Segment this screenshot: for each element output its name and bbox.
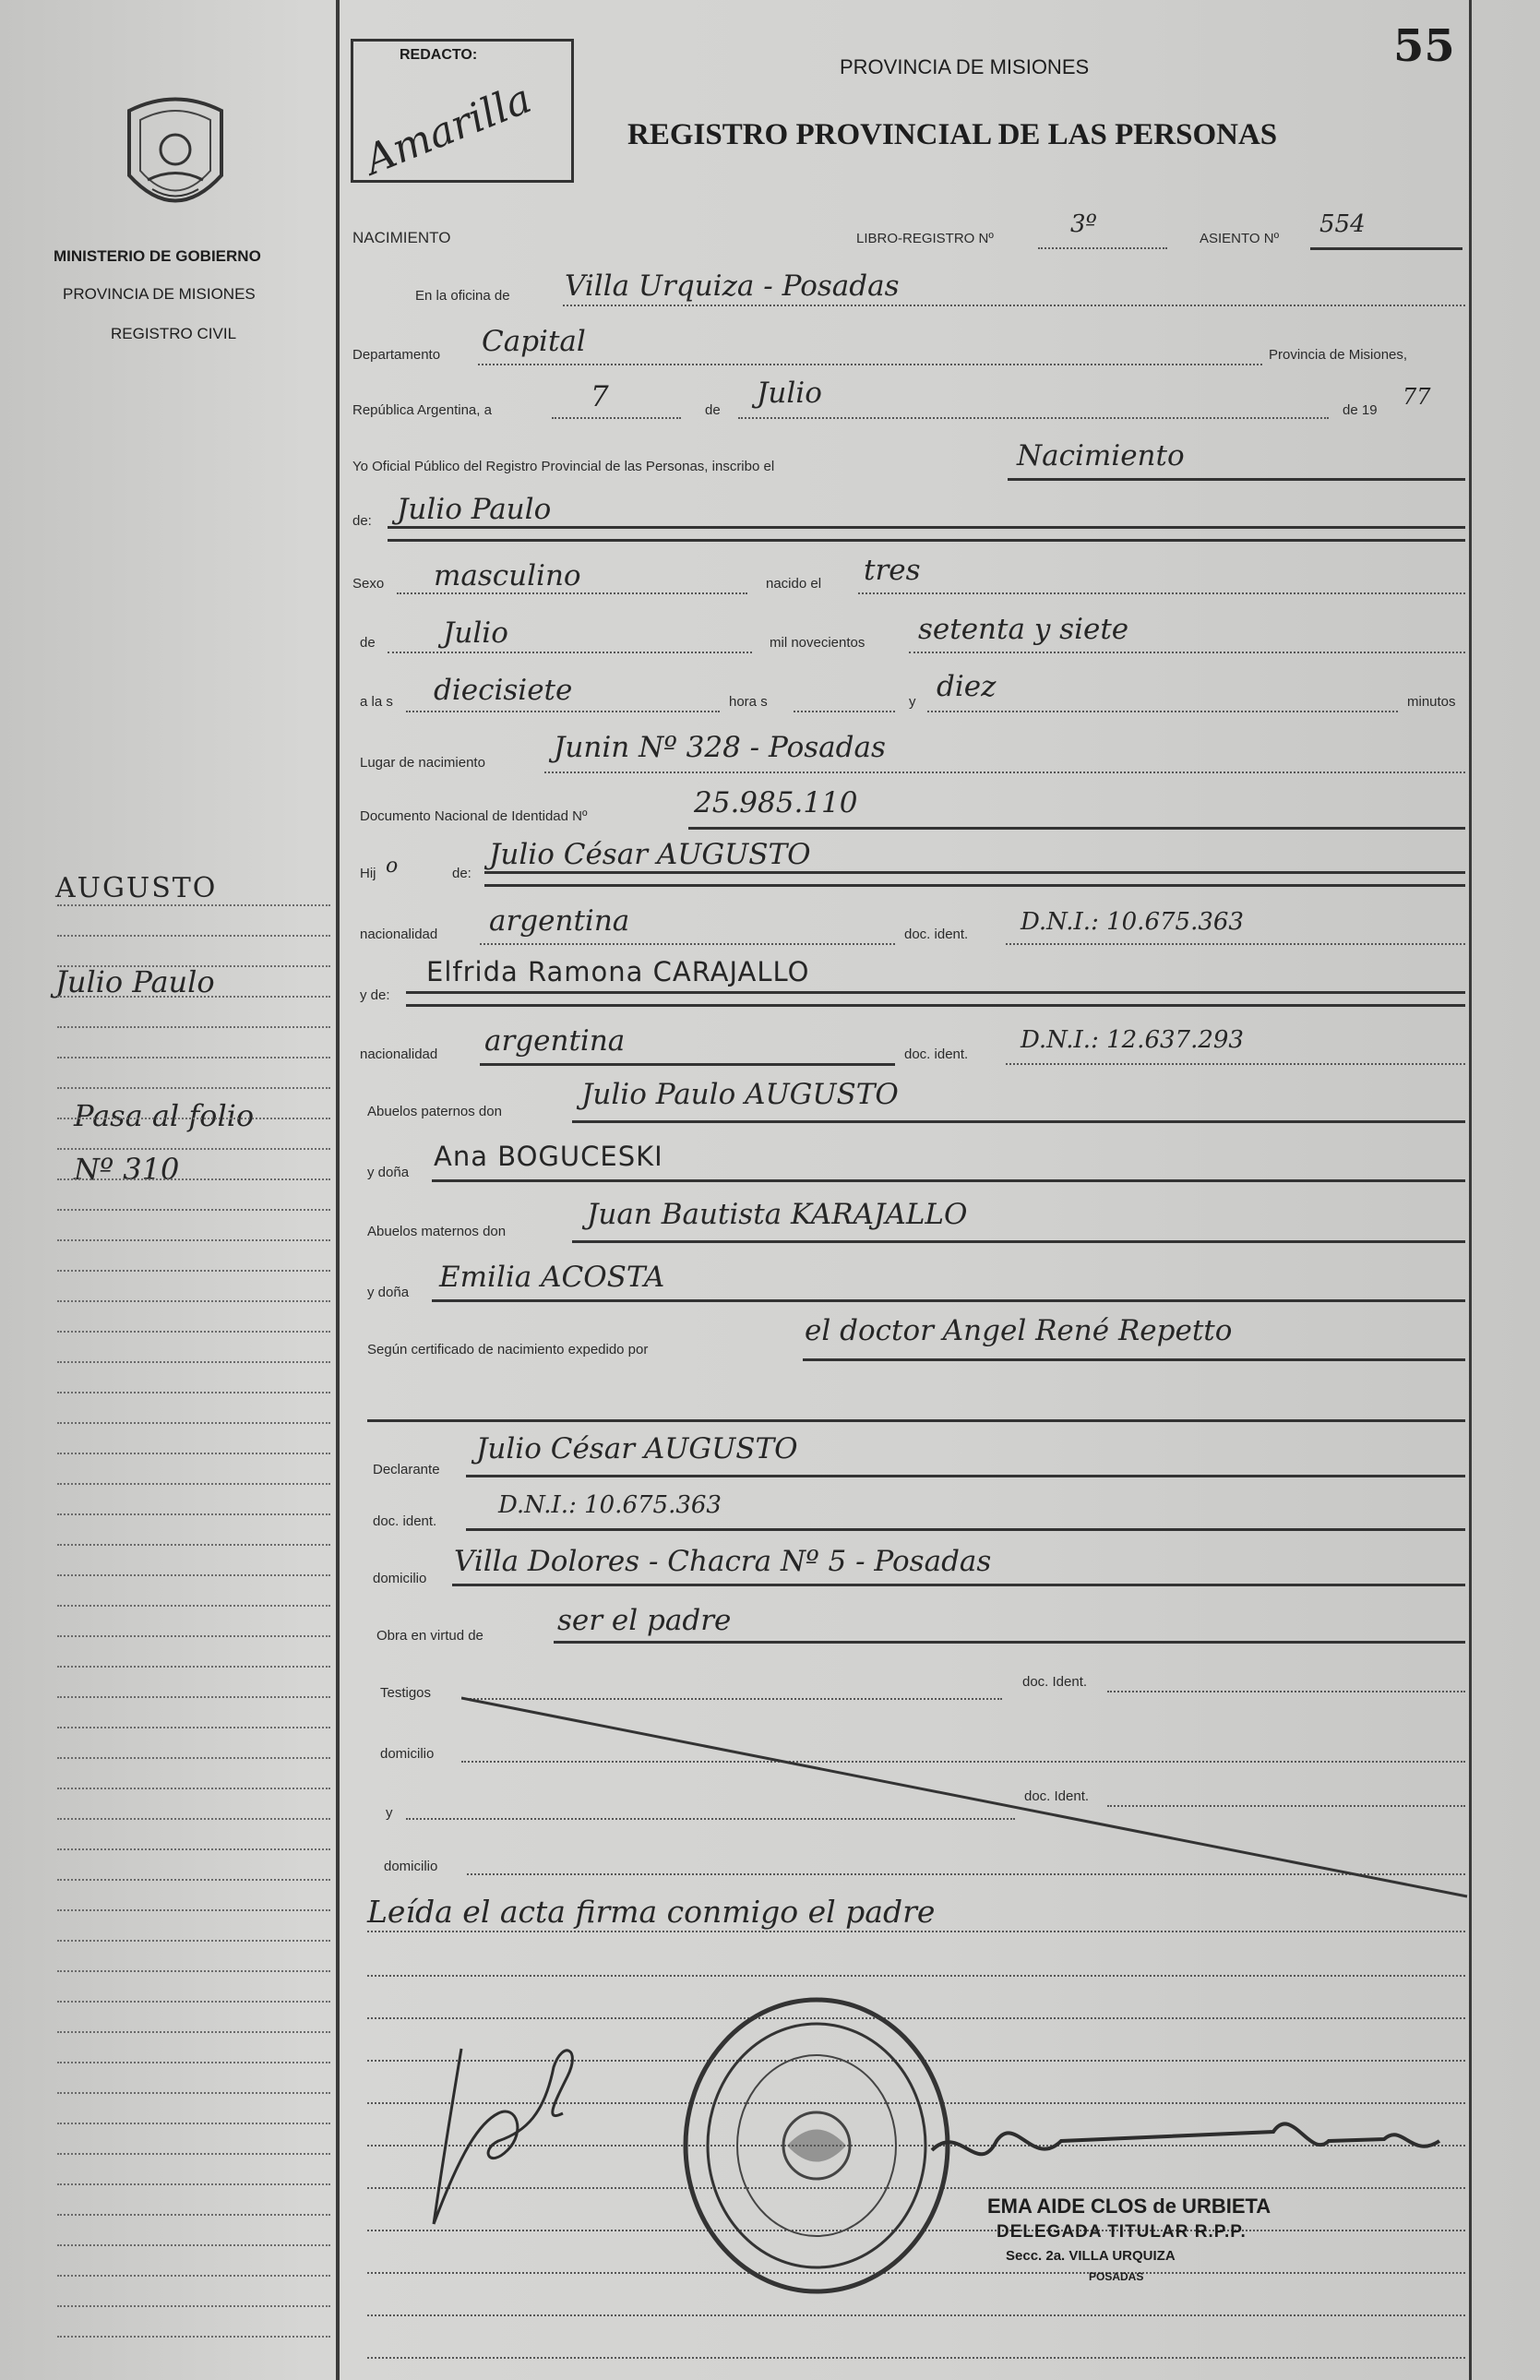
entry-line bbox=[1310, 247, 1462, 250]
book-value: 3º bbox=[1070, 210, 1097, 238]
margin-ruled-line bbox=[57, 1422, 330, 1424]
margin-ruled-line bbox=[57, 2001, 330, 2003]
hours-dots bbox=[794, 711, 895, 712]
mat-dona-label: y doña bbox=[367, 1285, 410, 1300]
declarant-signature bbox=[406, 2012, 609, 2233]
entry-label: ASIENTO Nº bbox=[1200, 231, 1280, 246]
sex-dots bbox=[397, 592, 747, 594]
child-de-label: de: bbox=[452, 866, 472, 881]
margin-ruled-line bbox=[57, 2244, 330, 2246]
place-dots bbox=[544, 771, 1465, 773]
declarant-value: Julio César AUGUSTO bbox=[476, 1432, 798, 1465]
birth-month-dots bbox=[388, 652, 752, 653]
official-name: EMA AIDE CLOS de URBIETA bbox=[987, 2195, 1271, 2218]
margin-ruled-line bbox=[57, 1148, 330, 1150]
declarant-label: Declarante bbox=[373, 1462, 440, 1477]
margin-ruled-line bbox=[57, 2214, 330, 2216]
right-border-line bbox=[1469, 0, 1472, 2380]
witness2-dom-label: domicilio bbox=[384, 1859, 438, 1874]
margin-ruled-line bbox=[57, 1848, 330, 1850]
place-label: Lugar de nacimiento bbox=[360, 755, 485, 771]
official-signature bbox=[923, 2086, 1476, 2196]
day-value: 7 bbox=[591, 380, 609, 413]
margin-ruled-line bbox=[57, 1239, 330, 1241]
margin-ruled-line bbox=[57, 1209, 330, 1211]
margin-ruled-line bbox=[57, 1270, 330, 1272]
redacto-label: REDACTO: bbox=[400, 47, 478, 63]
margin-ruled-line bbox=[57, 1818, 330, 1820]
office-dots bbox=[563, 305, 1465, 306]
father-doc-value: D.N.I.: 10.675.363 bbox=[1021, 908, 1244, 936]
department-label: Departamento bbox=[352, 347, 441, 363]
month-dots bbox=[738, 417, 1329, 419]
birth-year-words: setenta y siete bbox=[918, 613, 1129, 646]
signature-ruled-line bbox=[367, 2314, 1465, 2316]
mother-doc-value: D.N.I.: 12.637.293 bbox=[1021, 1026, 1244, 1054]
pat-grandfather-line bbox=[572, 1120, 1465, 1123]
day-dots bbox=[552, 417, 681, 419]
official-section: Secc. 2a. VILLA URQUIZA bbox=[1006, 2248, 1176, 2264]
year-value: 77 bbox=[1403, 384, 1431, 410]
virtue-label: Obra en virtud de bbox=[376, 1628, 483, 1644]
margin-ruled-line bbox=[57, 1118, 330, 1119]
header-province: PROVINCIA DE MISIONES bbox=[840, 55, 1090, 78]
dni-line bbox=[688, 827, 1465, 830]
margin-ruled-line bbox=[57, 2123, 330, 2124]
mother-value: Elfrida Ramona CARAJALLO bbox=[426, 956, 810, 987]
name-value: Julio Paulo bbox=[397, 493, 552, 526]
father-doc-label: doc. ident. bbox=[904, 927, 969, 942]
margin-ruled-line bbox=[57, 2153, 330, 2155]
margin-ruled-line bbox=[57, 2336, 330, 2338]
hour-dots bbox=[406, 711, 720, 712]
child-suffix: o bbox=[386, 855, 399, 878]
margin-ruled-line bbox=[57, 1666, 330, 1668]
republic-label: República Argentina, a bbox=[352, 402, 492, 418]
official-city: POSADAS bbox=[1089, 2270, 1144, 2283]
cert-label: Según certificado de nacimiento expedido por bbox=[367, 1342, 649, 1357]
witness-dom-label: domicilio bbox=[380, 1746, 435, 1762]
mother-nat-label: nacionalidad bbox=[360, 1046, 438, 1062]
witness-doc-label: doc. Ident. bbox=[1022, 1674, 1088, 1690]
mat-grandfather-line bbox=[572, 1240, 1465, 1243]
mat-grandmother-value: Emilia ACOSTA bbox=[439, 1261, 665, 1294]
father-value: Julio César AUGUSTO bbox=[489, 838, 811, 871]
margin-surname: AUGUSTO bbox=[55, 872, 218, 904]
margin-ruled-line bbox=[57, 1178, 330, 1180]
pat-dona-label: y doña bbox=[367, 1165, 410, 1180]
month-value: Julio bbox=[757, 377, 822, 410]
birth-month-value: Julio bbox=[443, 616, 508, 650]
official-value: Nacimiento bbox=[1017, 439, 1185, 472]
mat-grandfather-value: Juan Bautista KARAJALLO bbox=[587, 1198, 968, 1231]
witness-y-label: y bbox=[386, 1805, 393, 1821]
registry-label: REGISTRO CIVIL bbox=[111, 325, 237, 342]
father-nat-value: argentina bbox=[489, 904, 630, 938]
entry-value: 554 bbox=[1319, 210, 1366, 238]
born-dots bbox=[858, 592, 1465, 594]
year-label: de 19 bbox=[1343, 402, 1378, 418]
margin-ruled-line bbox=[57, 1026, 330, 1028]
margin-ruled-line bbox=[57, 1635, 330, 1637]
mother-line-2 bbox=[406, 1004, 1465, 1007]
pat-grand-label: Abuelos paternos don bbox=[367, 1104, 502, 1119]
mother-line-1 bbox=[406, 991, 1465, 994]
margin-ruled-line bbox=[57, 996, 330, 998]
father-line-2 bbox=[484, 884, 1465, 887]
page-number: 55 bbox=[1393, 20, 1455, 72]
office-value: Villa Urquiza - Posadas bbox=[565, 269, 900, 303]
margin-ruled-line bbox=[57, 1392, 330, 1393]
virtue-value: ser el padre bbox=[557, 1604, 732, 1637]
domicile-line bbox=[452, 1584, 1465, 1586]
dni-value: 25.985.110 bbox=[694, 786, 858, 819]
margin-ruled-line bbox=[57, 2062, 330, 2063]
margin-ruled-line bbox=[57, 2275, 330, 2277]
margin-ruled-line bbox=[57, 1087, 330, 1089]
margin-ruled-line bbox=[57, 1544, 330, 1546]
cert-value: el doctor Angel René Repetto bbox=[805, 1314, 1233, 1347]
margin-note-line1: Pasa al folio bbox=[74, 1098, 255, 1133]
office-label: En la oficina de bbox=[415, 288, 510, 304]
margin-ruled-line bbox=[57, 1453, 330, 1454]
dni-label: Documento Nacional de Identidad Nº bbox=[360, 808, 588, 824]
father-doc-dots bbox=[1006, 943, 1465, 945]
declarant-doc-label: doc. ident. bbox=[373, 1513, 437, 1529]
declarant-doc-value: D.N.I.: 10.675.363 bbox=[498, 1491, 722, 1519]
declarant-line bbox=[466, 1475, 1465, 1477]
mother-doc-dots bbox=[1006, 1063, 1465, 1065]
department-dots bbox=[478, 364, 1262, 365]
margin-ruled-line bbox=[57, 1757, 330, 1759]
margin-given-names: Julio Paulo bbox=[55, 964, 215, 999]
virtue-line bbox=[554, 1641, 1465, 1644]
margin-ruled-line bbox=[57, 935, 330, 937]
book-dots bbox=[1038, 247, 1167, 249]
margin-ruled-line bbox=[57, 1361, 330, 1363]
minutes-dots bbox=[927, 711, 1398, 712]
domicile-label: domicilio bbox=[373, 1571, 427, 1586]
left-margin bbox=[0, 0, 343, 2380]
closing-dots bbox=[367, 1931, 1465, 1932]
margin-note-line2: Nº 310 bbox=[74, 1152, 180, 1187]
province-label: PROVINCIA DE MISIONES bbox=[63, 285, 256, 303]
de3-label: de bbox=[360, 635, 376, 651]
margin-ruled-line bbox=[57, 1605, 330, 1607]
name-line-2 bbox=[388, 539, 1465, 542]
minutes-label: minutos bbox=[1407, 694, 1456, 710]
child-label: Hij bbox=[360, 866, 376, 881]
left-border-line bbox=[336, 0, 340, 2380]
mat-grand-label: Abuelos maternos don bbox=[367, 1224, 507, 1239]
margin-ruled-line bbox=[57, 1727, 330, 1728]
ministry-label: MINISTERIO DE GOBIERNO bbox=[54, 247, 261, 265]
mother-doc-label: doc. ident. bbox=[904, 1046, 969, 1062]
margin-ruled-line bbox=[57, 1879, 330, 1881]
header-title: REGISTRO PROVINCIAL DE LAS PERSONAS bbox=[627, 118, 1278, 151]
margin-ruled-line bbox=[57, 1909, 330, 1911]
sex-value: masculino bbox=[434, 559, 581, 592]
official-line bbox=[1008, 478, 1465, 481]
margin-ruled-line bbox=[57, 2031, 330, 2033]
margin-ruled-line bbox=[57, 2305, 330, 2307]
margin-ruled-line bbox=[57, 1331, 330, 1333]
father-nat-dots bbox=[480, 943, 895, 945]
margin-ruled-line bbox=[57, 1300, 330, 1302]
hours-label: hora s bbox=[729, 694, 768, 710]
name-line-1 bbox=[388, 526, 1465, 529]
margin-ruled-line bbox=[57, 1970, 330, 1972]
mat-grandmother-line bbox=[432, 1299, 1465, 1302]
declarant-doc-line bbox=[466, 1528, 1465, 1531]
mother-nat-value: argentina bbox=[484, 1024, 626, 1058]
mother-nat-line bbox=[480, 1063, 895, 1066]
born-label: nacido el bbox=[766, 576, 822, 592]
book-label: LIBRO-REGISTRO Nº bbox=[856, 231, 994, 246]
de-label: de bbox=[705, 402, 721, 418]
cert-line-2 bbox=[367, 1419, 1465, 1422]
hour-value: diecisiete bbox=[434, 674, 573, 707]
department-value: Capital bbox=[482, 325, 586, 358]
witness-label: Testigos bbox=[380, 1685, 432, 1701]
father-nat-label: nacionalidad bbox=[360, 927, 438, 942]
province-suffix: Provincia de Misiones, bbox=[1269, 347, 1408, 363]
cert-line bbox=[803, 1358, 1465, 1361]
margin-ruled-line bbox=[57, 1696, 330, 1698]
margin-ruled-line bbox=[57, 2092, 330, 2094]
father-line-1 bbox=[484, 871, 1465, 874]
and-label: y bbox=[909, 694, 916, 710]
pat-grandmother-value: Ana BOGUCESKI bbox=[434, 1141, 663, 1172]
redacto-box bbox=[351, 39, 574, 183]
margin-ruled-line bbox=[57, 1940, 330, 1942]
margin-ruled-line bbox=[57, 2183, 330, 2185]
margin-ruled-line bbox=[57, 904, 330, 906]
signature-ruled-line bbox=[367, 1975, 1465, 1977]
registry-stamp bbox=[678, 1993, 955, 2298]
minutes-value: diez bbox=[937, 670, 997, 703]
provincial-seal-icon bbox=[120, 92, 231, 226]
pat-grandmother-line bbox=[432, 1179, 1465, 1182]
de2-label: de: bbox=[352, 513, 372, 529]
margin-ruled-line bbox=[57, 1057, 330, 1058]
signature-ruled-line bbox=[367, 2357, 1465, 2359]
place-value: Junin Nº 328 - Posadas bbox=[554, 731, 886, 764]
born-value: tres bbox=[864, 554, 921, 587]
record-type: NACIMIENTO bbox=[352, 229, 451, 246]
margin-ruled-line bbox=[57, 1483, 330, 1485]
domicile-value: Villa Dolores - Chacra Nº 5 - Posadas bbox=[454, 1545, 992, 1578]
witness-cancel-line bbox=[461, 1680, 1476, 1920]
official-title: DELEGADA TITULAR R.P.P. bbox=[997, 2222, 1247, 2242]
margin-ruled-line bbox=[57, 1513, 330, 1515]
official-label: Yo Oficial Público del Registro Provincial de las Personas, inscribo el bbox=[352, 459, 775, 474]
at-label: a la s bbox=[360, 694, 393, 710]
sex-label: Sexo bbox=[352, 576, 385, 592]
redacto-signature: Amarilla bbox=[358, 75, 538, 185]
margin-ruled-line bbox=[57, 965, 330, 967]
witness2-doc-label: doc. Ident. bbox=[1024, 1788, 1090, 1804]
birth-year-dots bbox=[909, 652, 1465, 653]
pat-grandfather-value: Julio Paulo AUGUSTO bbox=[581, 1078, 899, 1111]
y-de-label: y de: bbox=[360, 987, 390, 1003]
mil-label: mil novecientos bbox=[770, 635, 866, 651]
margin-ruled-line bbox=[57, 1574, 330, 1576]
closing-text: Leída el acta firma conmigo el padre bbox=[367, 1894, 936, 1930]
margin-ruled-line bbox=[57, 1788, 330, 1789]
